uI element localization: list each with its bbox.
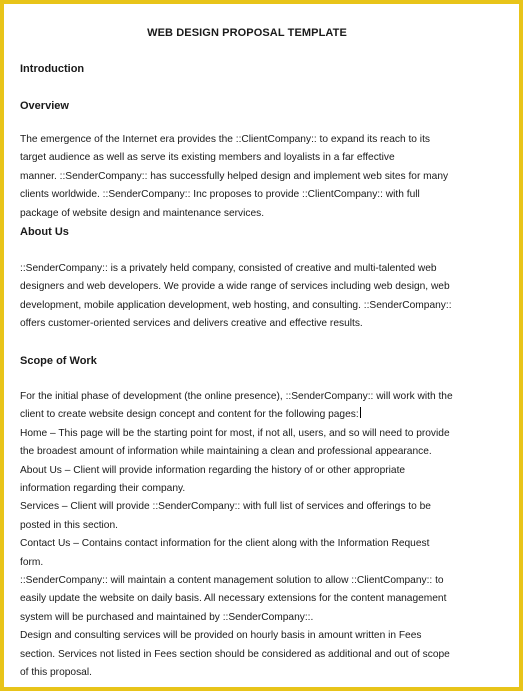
- text-line: development, mobile application development, web hosting, and consulting. ::SenderCompany::: [20, 299, 452, 311]
- text-line: target audience as well as serve its existing members and loyalists in a far effective: [20, 152, 395, 164]
- heading-overview: Overview: [20, 100, 69, 112]
- heading-scope-of-work: Scope of Work: [20, 355, 97, 367]
- heading-introduction: Introduction: [20, 63, 85, 75]
- text-line: About Us – Client will provide information regarding the history of or other appropriate: [20, 464, 406, 476]
- text-line: package of website design and maintenance services.: [20, 207, 265, 219]
- text-line: easily update the website on daily basis. All necessary extensions for the content management: [20, 593, 447, 605]
- text-line: [20, 406, 480, 424]
- text-line: clients worldwide. ::SenderCompany:: Inc proposes to provide ::ClientCompany:: with full: [20, 189, 420, 201]
- text-line: designers and web developers. We provide a wide range of services including web design, web: [20, 281, 450, 293]
- text-cursor: [360, 407, 361, 418]
- text-line: ::SenderCompany:: is a privately held company, consisted of creative and multi-talented web: [20, 263, 437, 274]
- text-line: The emergence of the Internet era provides the ::ClientCompany:: to expand its reach to its: [20, 134, 430, 145]
- text-line: Contact Us – Contains contact information for the client along with the Information Request: [20, 538, 430, 550]
- overview-paragraph[interactable]: [20, 131, 480, 223]
- text-line: posted in this section.: [20, 519, 118, 531]
- text-line: Services – Client will provide ::SenderCompany:: with full list of services and offerings to be: [20, 501, 431, 513]
- text-line: manner. ::SenderCompany:: has successfully helped design and implement web sites for many: [20, 170, 449, 182]
- text-line: offers customer-oriented services and delivers creative and effective results.: [20, 318, 363, 330]
- text-line: form.: [20, 556, 44, 568]
- text-line: the broadest amount of information while maintaining a clean and professional appearance.: [20, 446, 432, 458]
- text-line: system will be purchased and maintained by ::SenderCompany::.: [20, 611, 314, 623]
- text-line: of this proposal.: [20, 667, 92, 679]
- text-line: Design and consulting services will be provided on hourly basis in amount written in Fees: [20, 630, 422, 642]
- text-line: Home – This page will be the starting point for most, if not all, users, and so will need to provide: [20, 427, 450, 439]
- scope-paragraph[interactable]: [20, 388, 480, 683]
- text-line: ::SenderCompany:: will maintain a content management solution to allow ::ClientCompany:: to: [20, 575, 444, 587]
- heading-about-us: About Us: [20, 226, 69, 238]
- document-title: WEB DESIGN PROPOSAL TEMPLATE: [147, 27, 347, 39]
- text-line-content: client to create website design concept and content for the following pages:: [20, 409, 359, 421]
- document-page: [4, 4, 519, 687]
- text-line: section. Services not listed in Fees section should be considered as additional and out of scope: [20, 648, 450, 660]
- text-line: For the initial phase of development (the online presence), ::SenderCompany:: will work with the: [20, 391, 453, 402]
- about-paragraph[interactable]: [20, 260, 480, 334]
- text-line: information regarding their company.: [20, 483, 186, 495]
